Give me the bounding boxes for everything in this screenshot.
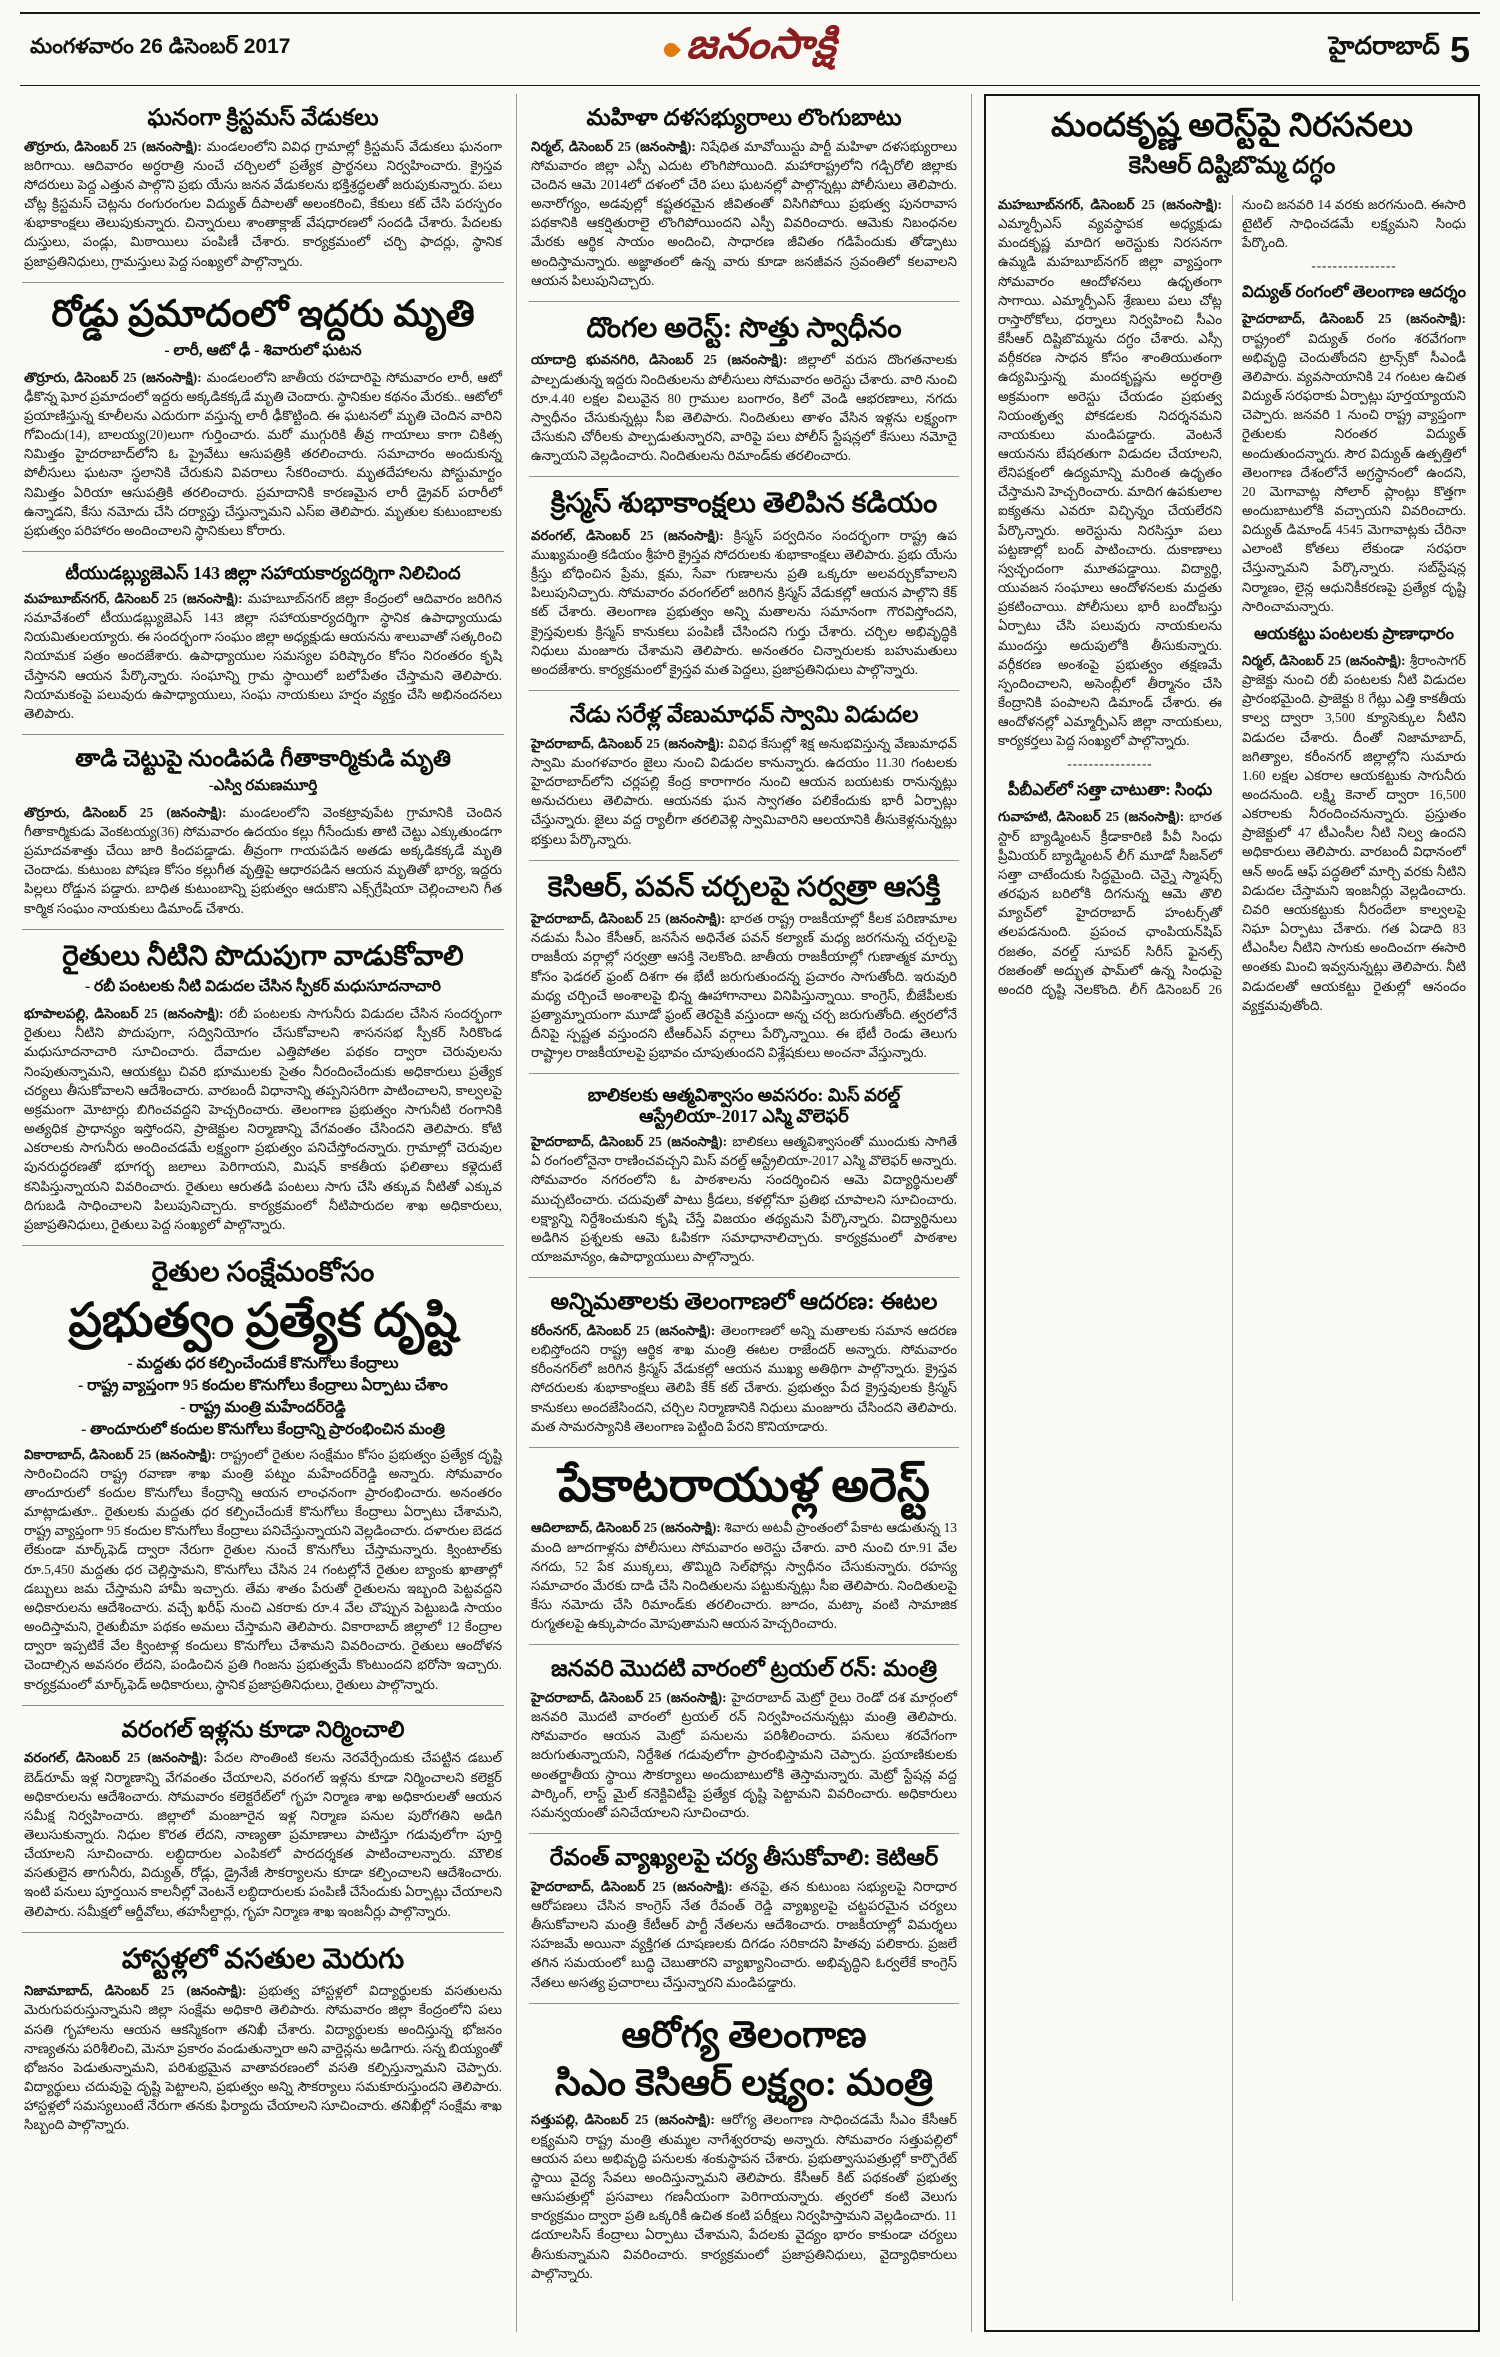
article-headline: రైతులు నీటిని పొదుపుగా వాడుకోవాలి <box>62 940 464 972</box>
article-dateline: తొర్రూరు, డిసెంబర్ 25 (జనంసాక్షి): <box>24 138 207 154</box>
article-dateline: సత్తుపల్లి, డిసెంబర్ 25 (జనంసాక్షి): <box>531 2112 722 2128</box>
article-headline: ఆరోగ్య తెలంగాణ <box>621 2014 867 2056</box>
article-dateline: వరంగల్, డిసెంబర్ 25 (జనంసాక్షి): <box>24 1750 215 1766</box>
brief-dateline: గువాహటి, డిసెంబర్ 25 (జనంసాక్షి): <box>998 809 1190 825</box>
article-body: సత్తుపల్లి, డిసెంబర్ 25 (జనంసాక్షి): ఆరోగ్య తెలంగాణ సాధించడమే సీఎం కేసీఆర్ లక్ష్యమని రాష్ట్ర మంత్రి తుమ్మల నాగేశ్వరరావు అన్నారు. సోమవారం సత్తుపల్లిలో ఆయన పలు అభివృద్ధి పనులకు శంకుస్థాపన చేశారు. ప్రభుత్వాసుపత్రుల్లో కార్పొరేట్ స్థాయి వైద్య సేవలు అందిస్తున్నామని తెలిపారు. కేసీఆర్ కిట్ పథకంతో ప్రభుత్వ ఆసుపత్రుల్లో ప్రసవాలు గణనీయంగా పెరిగాయన్నారు. త్వరలో కంటి వెలుగు కార్యక్రమం ద్వారా ప్రతి ఒక్కరికీ ఉచిత కంటి పరీక్షలు నిర్వహిస్తామని వెల్లడించారు. 11 డయాలసిస్ కేంద్రాలు ఏర్పాటు చేశామని, పేదలకు వైద్యం భారం కాకుండా చర్యలు తీసుకున్నామని వివరించారు. కార్యక్రమంలో ప్రజాప్రతినిధులు, వైద్యాధికారులు పాల్గొన్నారు. <box>531 2112 957 2281</box>
article-body: తొర్రూరు, డిసెంబర్ 25 (జనంసాక్షి): మండలంలోని వివిధ గ్రామాల్లో క్రిస్టమస్ వేడుకలు ఘనంగా జరిగాయి. ఆదివారం అర్ధరాత్రి నుంచే చర్చిలలో ప్రత్యేక ప్రార్థనలు నిర్వహించారు. క్రైస్తవ సోదరులు పెద్ద ఎత్తున పాల్గొని ప్రభు యేసు జనన వేడుకలను భక్తిశ్రద్ధలతో జరుపుకున్నారు. పలు చోట్ల క్రిస్టమస్ చెట్లను రంగురంగుల విద్యుత్ దీపాలతో అలంకరించి, కేకులు కట్ చేసి పరస్పరం శుభాకాంక్షలు తెలుపుకున్నారు. చిన్నారులు శాంతాక్లాజ్ వేషధారణలో సందడి చేశారు. పేదలకు దుస్తులు, పండ్లు, మిఠాయిలు పంపిణీ చేశారు. కార్యక్రమంలో చర్చి ఫాదర్లు, స్థానిక ప్రజాప్రతినిధులు, గ్రామస్తులు పెద్ద సంఖ్యలో పాల్గొన్నారు. <box>24 138 502 269</box>
page-number: 5 <box>1449 28 1470 70</box>
boxed-article-headline: మందకృష్ణ అరెస్ట్‌పై నిరసనలు <box>1051 108 1413 144</box>
brief-body: గువాహటి, డిసెంబర్ 25 (జనంసాక్షి): భారత స్టార్ బ్యాడ్మింటన్ క్రీడాకారిణి పీవీ సింధు ప్రీమియర్ బ్యాడ్మింటన్ లీగ్ మూడో సీజన్‌లో సత్తా చాటేందుకు సిద్ధమైంది. చెన్నై స్మాషర్స్ తరఫున బరిలోకి దిగనున్న ఆమె తొలి మ్యాచ్‌లో హైదరాబాద్ హంటర్స్‌తో తలపడనుంది. ప్రపంచ ఛాంపియన్‌షిప్ రజతం, వరల్డ్ సూపర్ సిరీస్ ఫైనల్స్ రజతంతో అద్భుత ఫామ్‌లో ఉన్న సింధుపై అందరి దృష్టి నెలకొంది. లీగ్ డిసెంబర్ 26 నుంచి జనవరి 14 వరకు జరగనుంది. ఈసారి టైటిల్ సాధించడమే లక్ష్యమని సింధు పేర్కొంది. <box>998 196 1466 997</box>
article <box>529 691 959 861</box>
article <box>529 1278 959 1448</box>
brief-headline: పీబీఎల్‌లో సత్తా చాటుతా: సింధు <box>1007 780 1213 800</box>
article-headline: నేడు సరేళ్ల వేణుమాధవ్ స్వామి విడుదల <box>569 702 919 728</box>
article-dateline: మహబూబ్‌నగర్, డిసెంబర్ 25 (జనంసాక్షి): <box>24 590 248 606</box>
brief-dateline: హైదరాబాద్, డిసెంబర్ 25 (జనంసాక్షి): <box>1242 311 1466 327</box>
article <box>529 302 959 477</box>
article-body: నిజామాబాద్, డిసెంబర్ 25 (జనంసాక్షి): ప్రభుత్వ హాస్టళ్లలో విద్యార్థులకు వసతులను మెరుగుపరుస్తున్నామని జిల్లా సంక్షేమ అధికారి తెలిపారు. సోమవారం జిల్లా కేంద్రంలోని పలు వసతి గృహాలను ఆయన ఆకస్మికంగా తనిఖీ చేశారు. విద్యార్థులకు అందిస్తున్న భోజనం నాణ్యతను పరిశీలించి, మెనూ ప్రకారం వండుతున్నారా అని వార్డెన్లను అడిగారు. సన్న బియ్యంతో భోజనం పెడుతున్నామని, పరిశుభ్రమైన వాతావరణంలో వసతి కల్పిస్తున్నామని చెప్పారు. విద్యార్థులు చదువుపై దృష్టి పెట్టాలని, ప్రభుత్వం అన్ని సౌకర్యాలు సమకూరుస్తుందని తెలిపారు. హాస్టళ్లలో సమస్యలుంటే నేరుగా తనకు ఫిర్యాదు చేయాలని సూచించారు. తనిఖీల్లో సంక్షేమ శాఖ సిబ్బంది పాల్గొన్నారు. <box>24 1983 502 2133</box>
article <box>529 94 959 302</box>
header-left <box>30 35 510 64</box>
article-headline: హాస్టళ్లలో వసతుల మెరుగు <box>121 1943 405 1975</box>
boxed-article <box>984 94 1480 2332</box>
brief-headline: ఆయకట్టు పంటలకు ప్రాణాధారం <box>1253 623 1455 643</box>
middle-column <box>517 94 972 2332</box>
article-dateline: హైదరాబాద్, డిసెంబర్ 25 (జనంసాక్షి): <box>531 1878 740 1894</box>
article-headline: ఘనంగా క్రిస్టమస్ వేడుకలు <box>147 105 379 130</box>
article-body: హైదరాబాద్, డిసెంబర్ 25 (జనంసాక్షి): బాలికలు ఆత్మవిశ్వాసంతో ముందుకు సాగితే ఏ రంగంలోనైనా రాణించవచ్చని మిస్ వరల్డ్ ఆస్ట్రేలియా-2017 ఎస్మి వొలెఫర్ అన్నారు. సోమవారం నగరంలోని ఓ పాఠశాలను సందర్శించిన ఆమె విద్యార్థినులతో ముచ్చటించారు. చదువుతో పాటు క్రీడలు, కళల్లోనూ ప్రతిభ చూపాలని సూచించారు. లక్ష్యాన్ని నిర్దేశించుకుని కృషి చేస్తే విజయం తథ్యమని పేర్కొన్నారు. విద్యార్థినులు అడిగిన ప్రశ్నలకు ఆమె ఓపికగా సమాధానాలిచ్చారు. కార్యక్రమంలో పాఠశాల యాజమాన్యం, ఉపాధ్యాయులు పాల్గొన్నారు. <box>531 1134 957 1265</box>
brief-headline: విద్యుత్ రంగంలో తెలంగాణ ఆదర్శం <box>1242 282 1466 302</box>
article-headline: రేవంత్ వ్యాఖ్యలపై చర్య తీసుకోవాలి: కెటిఆర్ <box>549 1845 939 1871</box>
article-dateline: హైదరాబాద్, డిసెంబర్ 25 (జనంసాక్షి): <box>531 735 729 751</box>
brief-dateline: నిర్మల్, డిసెంబర్ 25 (జనంసాక్షి): <box>1242 652 1410 668</box>
dashed-separator: ---------------- <box>1067 756 1153 772</box>
header-right <box>990 29 1470 71</box>
article-headline: మహిళా దళసభ్యురాలు లొంగుబాటు <box>586 105 902 130</box>
page-content <box>20 94 1480 2332</box>
dashed-separator: ---------------- <box>1311 258 1397 274</box>
article-dateline: వికారాబాద్, డిసెంబర్ 25 (జనంసాక్షి): <box>24 1446 221 1462</box>
page-header <box>20 12 1480 86</box>
article-dateline: తొర్రూరు, డిసెంబర్ 25 (జనంసాక్షి): <box>24 804 240 820</box>
article-subhead: - లారీ, ఆటో ఢీ - శివారులో ఘటన <box>164 341 362 359</box>
article <box>529 1074 959 1278</box>
article-body: నిర్మల్, డిసెంబర్ 25 (జనంసాక్షి): నిషేధిత మావోయిస్టు పార్టీ మహిళా దళసభ్యురాలు సోమవారం జిల్లా ఎస్పీ ఎదుట లొంగిపోయింది. మహారాష్ట్రలోని గడ్చిరోలి జిల్లాకు చెందిన ఆమె 2014లో దళంలో చేరి పలు ఘటనల్లో పాల్గొన్నట్లు పోలీసులు తెలిపారు. అనారోగ్యం, అడవుల్లో కష్టతరమైన జీవితంతో విసిగిపోయి ప్రభుత్వ పునరావాస పథకానికి ఆకర్షితురాలై లొంగిపోయిందని ఎస్పీ వివరించారు. ఆమెకు నిబంధనల మేరకు ఆర్థిక సాయం అందించి, సాధారణ జీవితం గడిపేందుకు తోడ్పాటు అందిస్తామన్నారు. అజ్ఞాతంలో ఉన్న వారు కూడా జనజీవన స్రవంతిలో కలవాలని ఆయన పిలుపునిచ్చారు. <box>531 138 958 288</box>
article-body: హైదరాబాద్, డిసెంబర్ 25 (జనంసాక్షి): వివిధ కేసుల్లో శిక్ష అనుభవిస్తున్న వేణుమాధవ్ స్వామి మంగళవారం జైలు నుంచి విడుదల కానున్నారు. ఉదయం 11.30 గంటలకు హైదరాబాద్‌లోని చర్లపల్లి కేంద్ర కారాగారం నుంచి ఆయన బయటకు రానున్నట్లు అనుచరులు తెలిపారు. ఆయనకు ఘన స్వాగతం పలికేందుకు భారీ ఏర్పాట్లు చేస్తున్నారు. జైలు వద్ద ర్యాలీగా తరలివెళ్లి స్వామివారిని ఆలయానికి తీసుకెళ్లనున్నట్లు భక్తులు పేర్కొన్నారు. <box>531 735 957 847</box>
article-dateline: నిర్మల్, డిసెంబర్ 25 (జనంసాక్షి): <box>531 138 701 154</box>
article-body: భూపాలపల్లి, డిసెంబర్ 25 (జనంసాక్షి): రబీ పంటలకు సాగునీరు విడుదల చేసిన సందర్భంగా రైతులు నీటిని పొదుపుగా, సద్వినియోగం చేసుకోవాలని శాసనసభ స్పీకర్ సిరికొండ మధుసూదనాచారి సూచించారు. దేవాదుల ఎత్తిపోతల పథకం ద్వారా చెరువులను నింపుతున్నామని, ఆయకట్టు చివరి భూములకు సైతం నీరందించేందుకు అధికారులు ప్రత్యేక చర్యలు తీసుకోవాలని ఆదేశించారు. వారబందీ విధానాన్ని తప్పనిసరిగా పాటించాలని, కాల్వలపై అక్రమంగా మోటార్లు బిగించవద్దని హెచ్చరించారు. తెలంగాణ ప్రభుత్వం సాగునీటి రంగానికి అత్యధిక ప్రాధాన్యం ఇస్తోందని, ప్రాజెక్టుల నిర్మాణాన్ని వేగవంతం చేసిందని తెలిపారు. కోటి ఎకరాలకు సాగునీరు అందించడమే లక్ష్యంగా ప్రభుత్వం పనిచేస్తోందన్నారు. గ్రామాల్లో చెరువుల పునరుద్ధరణతో భూగర్భ జలాలు పెరిగాయని, మిషన్ కాకతీయ ఫలితాలు కళ్లెదుటే కనిపిస్తున్నాయని వివరించారు. రైతులు ఆరుతడి పంటలు సాగు చేసి తక్కువ నీటితో ఎక్కువ దిగుబడి సాధించాలని పిలుపునిచ్చారు. కార్యక్రమంలో నీటిపారుదల శాఖ అధికారులు, ప్రజాప్రతినిధులు, రైతులు పెద్ద సంఖ్యలో పాల్గొన్నారు. <box>24 1006 502 1232</box>
boxed-article-subhead: కెసిఆర్ దిష్టిబొమ్మ దగ్ధం <box>1128 152 1336 179</box>
brief-body: నిర్మల్, డిసెంబర్ 25 (జనంసాక్షి): శ్రీరాంసాగర్ ప్రాజెక్టు నుంచి రబీ పంటలకు నీటి విడుదల ప్రారంభమైంది. ప్రాజెక్టు 8 గేట్లు ఎత్తి కాకతీయ కాల్వ ద్వారా 3,500 క్యూసెక్కుల నీటిని విడుదల చేశారు. దీంతో నిజామాబాద్, జగిత్యాల, కరీంనగర్ జిల్లాల్లోని సుమారు 1.60 లక్షల ఎకరాల ఆయకట్టుకు సాగునీరు అందనుంది. లక్ష్మి కెనాల్ ద్వారా 16,500 ఎకరాలకు నీరందించనున్నారు. ప్రస్తుతం ప్రాజెక్టులో 47 టీఎంసీల నీటి నిల్వ ఉందని అధికారులు తెలిపారు. వారబందీ విధానంలో ఆన్ అండ్ ఆఫ్ పద్ధతిలో మార్చి వరకు నీటిని విడుదల చేస్తామని ఇంజనీర్లు వెల్లడించారు. చివరి ఆయకట్టుకు నీరందేలా కాల్వలపై నిఘా ఏర్పాటు చేశారు. గత ఏడాది 83 టీఎంసీల నీటిని సాగుకు అందించగా ఈసారి అంతకు మించి ఇవ్వనున్నట్లు తెలిపారు. నీటి విడుదలతో ఆయకట్టు రైతుల్లో ఆనందం వ్యక్తమవుతోంది. <box>1242 652 1466 1013</box>
article-bullet-point: - రాష్ట్ర మంత్రి మహేందర్‌రెడ్డి <box>180 1398 346 1416</box>
article-dateline: హైదరాబాద్, డిసెంబర్ 25 (జనంసాక్షి): <box>531 1134 733 1150</box>
edition-city: హైదరాబాద్ <box>1328 32 1440 60</box>
article-body: హైదరాబాద్, డిసెంబర్ 25 (జనంసాక్షి): హైదరాబాద్ మెట్రో రైలు రెండో దశ మార్గంలో జనవరి మొదటి వారంలో ట్రయల్ రన్ నిర్వహించనున్నట్లు మంత్రి తెలిపారు. సోమవారం ఆయన మెట్రో పనులను పరిశీలించారు. పనులు శరవేగంగా జరుగుతున్నాయని, నిర్దేశిత గడువులోగా ప్రారంభిస్తామని చెప్పారు. ప్రయాణికులకు అంతర్జాతీయ స్థాయి సౌకర్యాలు అందుబాటులోకి తెస్తామన్నారు. మెట్రో స్టేషన్ల వద్ద పార్కింగ్, లాస్ట్ మైల్ కనెక్టివిటీపై ప్రత్యేక దృష్టి పెట్టామని వివరించారు. అధికారులు సమన్వయంతో పనిచేయాలని సూచించారు. <box>531 1689 957 1820</box>
article <box>22 1706 504 1933</box>
article <box>22 94 504 283</box>
article-dateline: నిజామాబాద్, డిసెంబర్ 25 (జనంసాక్షి): <box>24 1983 259 1999</box>
article-body: తొర్రూరు, డిసెంబర్ 25 (జనంసాక్షి): మండలంలోని జాతీయ రహదారిపై సోమవారం లారీ, ఆటో ఢీకొన్న ఘోర ప్రమాదంలో ఇద్దరు అక్కడికక్కడే మృతి చెందారు. స్థానికుల కథనం మేరకు.. ఆటోలో ప్రయాణిస్తున్న కూలీలను ఎదురుగా వస్తున్న లారీ ఢీకొట్టింది. ఈ ఘటనలో మృతి చెందిన వారిని గోవిందు(14), బాలయ్య(20)లుగా గుర్తించారు. మరో ముగ్గురికి తీవ్ర గాయాలు కాగా చికిత్స నిమిత్తం హైదరాబాద్‌లోని ఓ ప్రైవేటు ఆసుపత్రికి తరలించారు. సమాచారం అందుకున్న పోలీసులు ఘటనా స్థలానికి చేరుకుని వివరాలు సేకరించారు. మృతదేహాలను పోస్టుమార్టం నిమిత్తం ఏరియా ఆసుపత్రికి తరలించారు. ప్రమాదానికి కారణమైన లారీ డ్రైవర్ పరారీలో ఉన్నాడని, కేసు నమోదు చేసి దర్యాప్తు చేస్తున్నామని ఎస్‌ఐ తెలిపారు. మృతుల కుటుంబాలకు ప్రభుత్వం పరిహారం అందించాలని స్థానికులు కోరారు. <box>24 369 503 538</box>
article-body: వికారాబాద్, డిసెంబర్ 25 (జనంసాక్షి): రాష్ట్రంలో రైతుల సంక్షేమం కోసం ప్రభుత్వం ప్రత్యేక దృష్టి సారించిందని రాష్ట్ర రవాణా శాఖ మంత్రి పట్నం మహేందర్‌రెడ్డి అన్నారు. సోమవారం తాందూరులో కందుల కొనుగోలు కేంద్రాన్ని ఆయన లాంఛనంగా ప్రారంభించారు. అనంతరం మాట్లాడుతూ.. రైతులకు మద్దతు ధర కల్పించేందుకే కొనుగోలు కేంద్రాలు ఏర్పాటు చేశామని, రాష్ట్ర వ్యాప్తంగా 95 కందుల కొనుగోలు కేంద్రాలు పనిచేస్తున్నాయని వెల్లడించారు. దళారుల బెడద లేకుండా మార్క్‌ఫెడ్ ద్వారా నేరుగా రైతుల నుంచే కొనుగోలు చేస్తామన్నారు. క్వింటాల్‌కు రూ.5,450 మద్దతు ధర చెల్లిస్తామని, కొనుగోలు చేసిన 24 గంటల్లోనే రైతుల బ్యాంకు ఖాతాల్లో డబ్బులు జమ చేస్తామని హామీ ఇచ్చారు. తేమ శాతం పేరుతో రైతులను ఇబ్బంది పెట్టవద్దని అధికారులను ఆదేశించారు. వచ్చే ఖరీఫ్ నుంచి ఎకరాకు రూ.4 వేల చొప్పున పెట్టుబడి సాయం అందిస్తామని, రైతుబీమా పథకం అమలు చేస్తామని తెలిపారు. వికారాబాద్ జిల్లాలో 12 కేంద్రాల ద్వారా ఇప్పటికే వేల క్వింటాళ్ల కందులు కొనుగోలు చేశామని వివరించారు. రైతులు ఆందోళన చెందాల్సిన అవసరం లేదని, పండించిన ప్రతి గింజను ప్రభుత్వమే కొంటుందని భరోసా ఇచ్చారు. కార్యక్రమంలో మార్క్‌ఫెడ్ అధికారులు, స్థానిక ప్రజాప్రతినిధులు, రైతులు పాల్గొన్నారు. <box>24 1446 502 1692</box>
header-center <box>510 21 990 79</box>
article-headline: వరంగల్ ఇళ్లను కూడా నిర్మించాలి <box>121 1716 405 1742</box>
article <box>529 1645 959 1834</box>
article-dateline: కరీంనగర్, డిసెంబర్ 25 (జనంసాక్షి): <box>531 1322 721 1338</box>
masthead-logo: జనంసాక్షి <box>684 21 839 68</box>
article-dateline: భూపాలపల్లి, డిసెంబర్ 25 (జనంసాక్షి): <box>24 1006 230 1022</box>
article-headline: సిఎం కెసిఆర్ లక్ష్యం: మంత్రి <box>554 2062 934 2104</box>
article <box>22 1933 504 2146</box>
article-body: హైదరాబాద్, డిసెంబర్ 25 (జనంసాక్షి): తనపై, తన కుటుంబ సభ్యులపై నిరాధార ఆరోపణలు చేసిన కాంగ్రెస్ నేత రేవంత్ రెడ్డి వ్యాఖ్యలపై చట్టపరమైన చర్యలు తీసుకోవాలని మంత్రి కేటీఆర్ పార్టీ నేతలను ఆదేశించారు. రాజకీయాల్లో విమర్శలు సహజమే అయినా వ్యక్తిగత దూషణలకు దిగడం సరికాదని హితవు పలికారు. ప్రజలే తగిన సమయంలో బుద్ధి చెబుతారని వ్యాఖ్యానించారు. అభివృద్ధిని ఓర్వలేకే కాంగ్రెస్ నేతలు అసత్య ప్రచారాలు చేస్తున్నారని మండిపడ్డారు. <box>531 1878 957 1990</box>
article <box>22 735 504 930</box>
article-headline: బాలికలకు ఆత్మవిశ్వాసం అవసరం: మిస్ వరల్డ్ ఆస్ట్రేలియా-2017 ఎస్మి వొలెఫర్ <box>587 1085 901 1127</box>
article-bullet-point: - తాందూరులో కందుల కొనుగోలు కేంద్రాన్ని ప్రారంభించిన మంత్రి <box>81 1420 445 1438</box>
article-body: వరంగల్, డిసెంబర్ 25 (జనంసాక్షి): పేదల సొంతింటి కలను నెరవేర్చేందుకు చేపట్టిన డబుల్ బెడ్‌రూమ్ ఇళ్ల నిర్మాణాన్ని వేగవంతం చేయాలని, వరంగల్ ఇళ్లను కూడా నిర్మించాలని కలెక్టర్ అధికారులను ఆదేశించారు. సోమవారం కలెక్టరేట్‌లో గృహ నిర్మాణ శాఖ అధికారులతో ఆయన సమీక్ష నిర్వహించారు. జిల్లాలో మంజూరైన ఇళ్ల నిర్మాణ పనుల పురోగతిని అడిగి తెలుసుకున్నారు. నిధుల కొరత లేదని, నాణ్యతా ప్రమాణాలు పాటిస్తూ గడువులోగా పూర్తి చేయాలని సూచించారు. లబ్ధిదారుల ఎంపికలో పారదర్శకత పాటించాలన్నారు. మౌలిక వసతులైన తాగునీరు, విద్యుత్, రోడ్లు, డ్రైనేజీ సౌకర్యాలను కూడా కల్పించాలని ఆదేశించారు. ఇంటి పనులు పూర్తయిన కాలనీల్లో వెంటనే లబ్ధిదారులకు పంపిణీ చేసేందుకు ఏర్పాట్లు చేయాలని తెలిపారు. సమీక్షలో ఆర్డీవోలు, తహసీల్దార్లు, గృహ నిర్మాణ శాఖ ఇంజనీర్లు పాల్గొన్నారు. <box>24 1750 503 1919</box>
article-bullet-point: - రాష్ట్ర వ్యాప్తంగా 95 కందుల కొనుగోలు కేంద్రాలు ఏర్పాటు చేశాం <box>78 1376 448 1394</box>
article-body: హైదరాబాద్, డిసెంబర్ 25 (జనంసాక్షి): భారత రాష్ట్ర రాజకీయాల్లో కీలక పరిణామాల నడుమ సీఎం కేసీఆర్, జనసేన అధినేత పవన్ కల్యాణ్ మధ్య జరగనున్న చర్చలపై రాజకీయ వర్గాల్లో సర్వత్రా ఆసక్తి నెలకొంది. జాతీయ రాజకీయాల్లో గుణాత్మక మార్పు కోసం ఫెడరల్ ఫ్రంట్ దిశగా ఈ భేటీ జరుగుతుందన్న ప్రచారం సాగుతోంది. ఇరువురి మధ్య చర్చించే అంశాలపై భిన్న ఊహాగానాలు వినిపిస్తున్నాయి. కాంగ్రెస్, బీజేపీలకు ప్రత్యామ్నాయంగా మూడో ఫ్రంట్ తెరపైకి వస్తుందా అన్న చర్చ జరుగుతోంది. త్వరలోనే దీనిపై స్పష్టత వస్తుందని టీఆర్ఎస్ వర్గాలు పేర్కొన్నాయి. ఈ భేటీ రెండు తెలుగు రాష్ట్రాల రాజకీయాలపై ప్రభావం చూపుతుందని విశ్లేషకులు అంచనా వేస్తున్నారు. <box>531 911 957 1061</box>
article-dateline: ఆదిలాబాద్, డిసెంబర్ 25 (జనంసాక్షి): <box>531 1520 725 1536</box>
article-headline: కెసిఆర్, పవన్ చర్చలపై సర్వత్రా ఆసక్తి <box>547 871 941 903</box>
article <box>529 477 959 691</box>
masthead-flame-icon <box>661 40 681 60</box>
article-body: కరీంనగర్, డిసెంబర్ 25 (జనంసాక్షి): తెలంగాణలో అన్ని మతాలకు సమాన ఆదరణ లభిస్తోందని రాష్ట్ర ఆర్థిక శాఖ మంత్రి ఈటల రాజేందర్ అన్నారు. సోమవారం కరీంనగర్‌లో జరిగిన క్రిస్మస్ వేడుకల్లో ఆయన ముఖ్య అతిథిగా పాల్గొన్నారు. క్రైస్తవ సోదరులకు శుభాకాంక్షలు తెలిపి కేక్ కట్ చేశారు. ప్రభుత్వం పేద క్రైస్తవులకు క్రిస్మస్ కానుకలు అందజేసిందని, చర్చిల నిర్మాణానికి నిధులు మంజూరు చేసిందని తెలిపారు. మత సామరస్యానికి తెలంగాణ పెట్టింది పేరని కొనియాడారు. <box>531 1322 957 1434</box>
article-dateline: యాదాద్రి భువనగిరి, డిసెంబర్ 25 (జనంసాక్షి): <box>531 352 798 368</box>
article-headline: తాడి చెట్టుపై నుండిపడి గీతాకార్మికుడి మృతి <box>75 746 451 772</box>
article-bullet-point: - మద్దతు ధర కల్పించేందుకే కొనుగోలు కేంద్రాలు <box>127 1354 399 1372</box>
article-headline: ప్రభుత్వం ప్రత్యేక దృష్టి <box>68 1295 458 1348</box>
article-headline: అన్నిమతాలకు తెలంగాణలో ఆదరణ: ఈటల <box>550 1289 938 1315</box>
article-dateline: హైదరాబాద్, డిసెంబర్ 25 (జనంసాక్షి): <box>531 1689 732 1705</box>
article-body: యాదాద్రి భువనగిరి, డిసెంబర్ 25 (జనంసాక్షి): జిల్లాలో వరుస దొంగతనాలకు పాల్పడుతున్న ఇద్దరు నిందితులను పోలీసులు సోమవారం అరెస్టు చేశారు. వారి నుంచి రూ.4.40 లక్షల విలువైన 80 గ్రాముల బంగారం, కిలో వెండి ఆభరణాలు, నగదు స్వాధీనం చేసుకున్నట్లు సీఐ తెలిపారు. నిందితులు తాళం వేసిన ఇళ్లను లక్ష్యంగా చేసుకుని చోరీలకు పాల్పడుతున్నారని, వారిపై పలు పోలీస్ స్టేషన్లలో కేసులు నమోదై ఉన్నాయని వెల్లడించారు. నిందితులను రిమాండ్‌కు తరలించారు. <box>531 352 957 464</box>
article <box>529 2004 959 2294</box>
article <box>22 283 504 552</box>
article-headline: రోడ్డు ప్రమాదంలో ఇద్దరు మృతి <box>51 293 475 335</box>
brief-dateline: మహబూబ్‌నగర్, డిసెంబర్ 25 (జనంసాక్షి): <box>998 196 1222 212</box>
article-body: మహబూబ్‌నగర్, డిసెంబర్ 25 (జనంసాక్షి): మహబూబ్‌నగర్ జిల్లా కేంద్రంలో ఆదివారం జరిగిన సమావేశంలో టీయుడబ్ల్యుజెఎస్ 143 జిల్లా సహాయకార్యదర్శిగా స్థానిక ఉపాధ్యాయుడు నియమితులయ్యారు. ఈ సందర్భంగా సంఘం జిల్లా అధ్యక్షుడు ఆయనను శాలువాతో సత్కరించి నియామక పత్రం అందజేశారు. ఉపాధ్యాయుల సమస్యల పరిష్కారం కోసం నిరంతరం కృషి చేస్తానని ఆయన పేర్కొన్నారు. సంఘాన్ని గ్రామ స్థాయిలో బలోపేతం చేస్తామని తెలిపారు. నియామకంపై పలువురు ఉపాధ్యాయులు, సంఘ నాయకులు హర్షం వ్యక్తం చేసి అభినందనలు తెలిపారు. <box>24 590 502 721</box>
boxed-article-body <box>998 195 1466 2301</box>
article-headline: జనవరి మొదటి వారంలో ట్రయల్ రన్: మంత్రి <box>550 1656 938 1682</box>
article-dateline: తొర్రూరు, డిసెంబర్ 25 (జనంసాక్షి): <box>24 369 207 385</box>
article-byline: -ఎస్వి రమణమూర్తి <box>208 777 318 794</box>
right-column <box>972 94 1480 2332</box>
edition-date: మంగళవారం 26 డిసెంబర్ 2017 <box>30 35 291 58</box>
article-headline: దొంగల అరెస్ట్: సొత్తు స్వాధీనం <box>586 312 902 344</box>
article <box>22 1246 504 1706</box>
article-headline: రైతుల సంక్షేమంకోసం <box>151 1257 375 1288</box>
brief-body: మహబూబ్‌నగర్, డిసెంబర్ 25 (జనంసాక్షి): ఎమ్మార్పీఎస్ వ్యవస్థాపక అధ్యక్షుడు మందకృష్ణ మాదిగ అరెస్టుకు నిరసనగా ఉమ్మడి మహబూబ్‌నగర్ జిల్లా వ్యాప్తంగా సోమవారం ఆందోళనలు ఉధృతంగా సాగాయి. ఎమ్మార్పీఎస్ శ్రేణులు పలు చోట్ల రాస్తారోకోలు, ధర్నాలు నిర్వహించి సీఎం కేసీఆర్ దిష్టిబొమ్మను దగ్ధం చేశారు. ఎస్సీ వర్గీకరణ సాధన కోసం శాంతియుతంగా ఉద్యమిస్తున్న మందకృష్ణను అర్ధరాత్రి అక్రమంగా అరెస్టు చేయడం ప్రభుత్వ నియంతృత్వ పోకడలకు నిదర్శనమని నాయకులు మండిపడ్డారు. వెంటనే ఆయనను బేషరతుగా విడుదల చేయాలని, లేనిపక్షంలో ఉద్యమాన్ని మరింత ఉధృతం చేస్తామని హెచ్చరించారు. మాదిగ ఉపకులాల ఐక్యతను ఎవరూ విచ్ఛిన్నం చేయలేరని పేర్కొన్నారు. అరెస్టును నిరసిస్తూ పలు పట్టణాల్లో బంద్ పాటించారు. దుకాణాలు స్వచ్ఛందంగా మూతపడ్డాయి. విద్యార్థి, యువజన సంఘాలు ఆందోళనలకు మద్దతు ప్రకటించాయి. పోలీసులు భారీ బందోబస్తు ఏర్పాటు చేసి పలువురు నాయకులను ముందస్తు అదుపులోకి తీసుకున్నారు. వర్గీకరణ అంశంపై ప్రభుత్వం తక్షణమే స్పందించాలని, అసెంబ్లీలో తీర్మానం చేసి కేంద్రానికి పంపాలని డిమాండ్ చేశారు. ఈ ఆందోళనల్లో ఎమ్మార్పీఎస్ జిల్లా నాయకులు, కార్యకర్తలు పెద్ద సంఖ్యలో పాల్గొన్నారు. <box>998 196 1222 749</box>
article <box>529 1448 959 1645</box>
article <box>22 552 504 735</box>
article-headline: పేకాటరాయుళ్ల అరెస్ట్ <box>558 1459 930 1512</box>
article-dateline: హైదరాబాద్, డిసెంబర్ 25 (జనంసాక్షి): <box>531 911 731 927</box>
article-subhead: - రబీ పంటలకు నీటి విడుదల చేసిన స్పీకర్ మధుసూదనాచారి <box>85 978 441 996</box>
article-body: ఆదిలాబాద్, డిసెంబర్ 25 (జనంసాక్షి): శివారు అటవీ ప్రాంతంలో పేకాట ఆడుతున్న 13 మంది జూదగాళ్లను పోలీసులు సోమవారం అరెస్టు చేశారు. వారి నుంచి రూ.91 వేల నగదు, 52 పేక ముక్కలు, తొమ్మిది సెల్‌ఫోన్లు స్వాధీనం చేసుకున్నారు. రహస్య సమాచారం మేరకు దాడి చేసి నిందితులను పట్టుకున్నట్లు సీఐ తెలిపారు. నిందితులపై కేసు నమోదు చేసి రిమాండ్‌కు తరలించారు. జూదం, మట్కా వంటి సామాజిక రుగ్మతలపై ఉక్కుపాదం మోపుతామని ఆయన హెచ్చరించారు. <box>531 1520 957 1632</box>
article-dateline: వరంగల్, డిసెంబర్ 25 (జనంసాక్షి): <box>531 527 734 543</box>
brief-body: హైదరాబాద్, డిసెంబర్ 25 (జనంసాక్షి): రాష్ట్రంలో విద్యుత్ రంగం శరవేగంగా అభివృద్ధి చెందుతోందని ట్రాన్స్‌కో సీఎండీ తెలిపారు. వ్యవసాయానికి 24 గంటల ఉచిత విద్యుత్ సరఫరాకు ఏర్పాట్లు పూర్తయ్యాయని చెప్పారు. జనవరి 1 నుంచి రాష్ట్ర వ్యాప్తంగా రైతులకు నిరంతర విద్యుత్ అందుతుందన్నారు. సౌర విద్యుత్ ఉత్పత్తిలో తెలంగాణ దేశంలోనే అగ్రస్థానంలో ఉందని, 20 మెగావాట్ల సోలార్ ప్లాంట్లు కొత్తగా అందుబాటులోకి వచ్చాయని వివరించారు. విద్యుత్ డిమాండ్ 4545 మెగావాట్లకు చేరినా ఎలాంటి కోతలు లేకుండా సరఫరా చేస్తున్నామని పేర్కొన్నారు. సబ్‌స్టేషన్ల నిర్మాణం, లైన్ల ఆధునికీకరణపై ప్రత్యేక దృష్టి సారించామన్నారు. <box>1242 311 1466 614</box>
left-column <box>20 94 517 2332</box>
article-headline: క్రిస్మస్ శుభాకాంక్షలు తెలిపిన కడియం <box>550 488 938 520</box>
article <box>22 930 504 1246</box>
article <box>529 1834 959 2004</box>
article-headline: టీయుడబ్ల్యుజెఎస్ 143 జిల్లా సహాయకార్యదర్శిగా నిలిచింద <box>65 563 461 584</box>
article <box>529 861 959 1075</box>
article-body: వరంగల్, డిసెంబర్ 25 (జనంసాక్షి): క్రిస్మస్ పర్వదినం సందర్భంగా రాష్ట్ర ఉప ముఖ్యమంత్రి కడియం శ్రీహరి క్రైస్తవ సోదరులకు శుభాకాంక్షలు తెలిపారు. ప్రభు యేసు క్రీస్తు బోధించిన ప్రేమ, క్షమ, సేవా గుణాలను ప్రతి ఒక్కరూ అలవర్చుకోవాలని పిలుపునిచ్చారు. సోమవారం వరంగల్‌లో జరిగిన క్రిస్మస్ వేడుకల్లో ఆయన పాల్గొని కేక్ కట్ చేశారు. తెలంగాణ ప్రభుత్వం అన్ని మతాలను సమానంగా గౌరవిస్తోందని, క్రైస్తవులకు క్రిస్మస్ కానుకలు పంపిణీ చేసిందని గుర్తు చేశారు. చర్చిల అభివృద్ధికి నిధులు మంజూరు చేశామని తెలిపారు. అనంతరం చిన్నారులకు బహుమతులు అందజేశారు. కార్యక్రమంలో క్రైస్తవ మత పెద్దలు, ప్రజాప్రతినిధులు పాల్గొన్నారు. <box>531 527 957 677</box>
article-body: తొర్రూరు, డిసెంబర్ 25 (జనంసాక్షి): మండలంలోని వెంకట్రావుపేట గ్రామానికి చెందిన గీతాకార్మికుడు వెంకటయ్య(36) సోమవారం ఉదయం కల్లు గీసేందుకు తాటి చెట్టు ఎక్కుతుండగా ప్రమాదవశాత్తు చేయి జారి కిందపడ్డాడు. తీవ్రంగా గాయపడిన అతడు అక్కడికక్కడే మృతి చెందాడు. కుటుంబ పోషణ కోసం కల్లుగీత వృత్తిపై ఆధారపడిన ఆయన మృతితో భార్య, ఇద్దరు పిల్లలు రోడ్డున పడ్డారు. బాధిత కుటుంబాన్ని ప్రభుత్వం ఆదుకొని ఎక్స్‌గ్రేషియా చెల్లించాలని గీత కార్మిక సంఘం నాయకులు డిమాండ్ చేశారు. <box>24 804 502 916</box>
